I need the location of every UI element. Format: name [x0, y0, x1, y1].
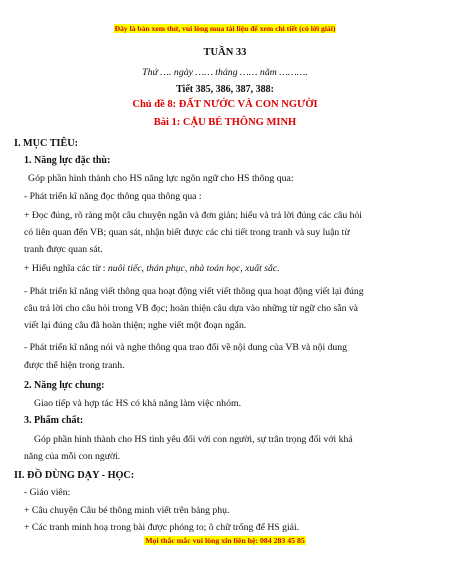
section-objectives-heading: I. MỤC TIÊU: — [14, 138, 79, 149]
vocabulary-item — [24, 263, 280, 275]
reading-skill-item: - Phát triển kĩ năng đọc thông qua thông qua : — [24, 191, 202, 202]
lesson-title: Bài 1: CẬU BÉ THÔNG MINH — [153, 117, 297, 128]
section-materials-heading: II. ĐỒ DÙNG DẠY - HỌC: — [14, 470, 135, 481]
qualities-text-line-2: năng của mỗi con người. — [24, 451, 121, 462]
speaking-skill-line-2: được thể hiện trong tranh. — [24, 360, 125, 371]
teacher-material-item-1: + Câu chuyện Câu bé thông minh viết trên bảng phụ. — [24, 505, 230, 516]
competence-intro: Góp phần hình thành cho HS năng lực ngôn ngữ cho HS thông qua: — [28, 173, 294, 184]
qualities-text-line-1: Góp phần hình thành cho HS tình yêu đối với con người, sự trân trọng đối với khả — [34, 434, 353, 445]
speaking-skill-line-1: - Phát triển kĩ năng nói và nghe thông qua trao đổi về nội dung của VB và nội dung — [24, 342, 347, 353]
contact-banner-bottom — [0, 536, 450, 545]
writing-skill-line-1: - Phát triển kĩ năng viết thông qua hoạt động viết viết thông qua hoạt động viết lại đúng — [24, 286, 364, 297]
writing-skill-line-2: câu trả lời cho câu hỏi trong VB đọc; hoàn thiện câu dựa vào những từ ngữ cho sẵn và — [24, 303, 358, 314]
periods-line: Tiết 385, 386, 387, 388: — [176, 84, 274, 95]
week-title: TUẦN 33 — [203, 47, 247, 58]
writing-skill-line-3: viết lại đúng câu đã hoàn thiện; nghe viết một đoạn ngắn. — [24, 320, 247, 331]
preview-banner-text: Đây là bản xem thử, vui lòng mua tài liệu để xem chi tiết (có lời giải) — [114, 24, 336, 33]
general-competence-text: Giao tiếp và hợp tác HS có khả năng làm việc nhóm. — [34, 398, 242, 409]
reading-detail-line-3: tranh được quan sát. — [24, 244, 103, 255]
vocabulary-prefix: + Hiểu nghĩa các từ : — [24, 263, 108, 274]
vocabulary-words: nuôi tiếc, thán phục, nhà toán học, xuất sắc. — [107, 263, 280, 274]
subsection-specific-competence-heading: 1. Năng lực đặc thù: — [24, 155, 111, 166]
teacher-material-item-2: + Các tranh minh hoạ trong bài được phóng to; ô chữ trống để HS giải. — [24, 522, 300, 533]
subsection-general-competence-heading: 2. Năng lực chung: — [24, 380, 105, 391]
topic-title: Chủ đề 8: ĐẤT NƯỚC VÀ CON NGƯỜI — [132, 99, 318, 110]
date-line: Thứ …. ngày …… tháng …… năm ………. — [142, 67, 308, 78]
subsection-qualities-heading: 3. Phẩm chất: — [24, 415, 84, 426]
contact-banner-text: Mọi thắc mắc vui lòng xin liên hệ: 084 283 45 85 — [145, 536, 305, 545]
reading-detail-line-2: có liên quan đến VB; quan sát, nhận biết được các chi tiết trong tranh và suy luận từ — [24, 227, 350, 238]
teacher-label: - Giáo viên: — [24, 487, 71, 498]
reading-detail-line-1: + Đọc đúng, rõ ràng một câu chuyện ngắn và đơn giản; hiểu và trả lời đúng các câu hỏi — [24, 210, 362, 221]
preview-banner-top — [0, 24, 450, 33]
